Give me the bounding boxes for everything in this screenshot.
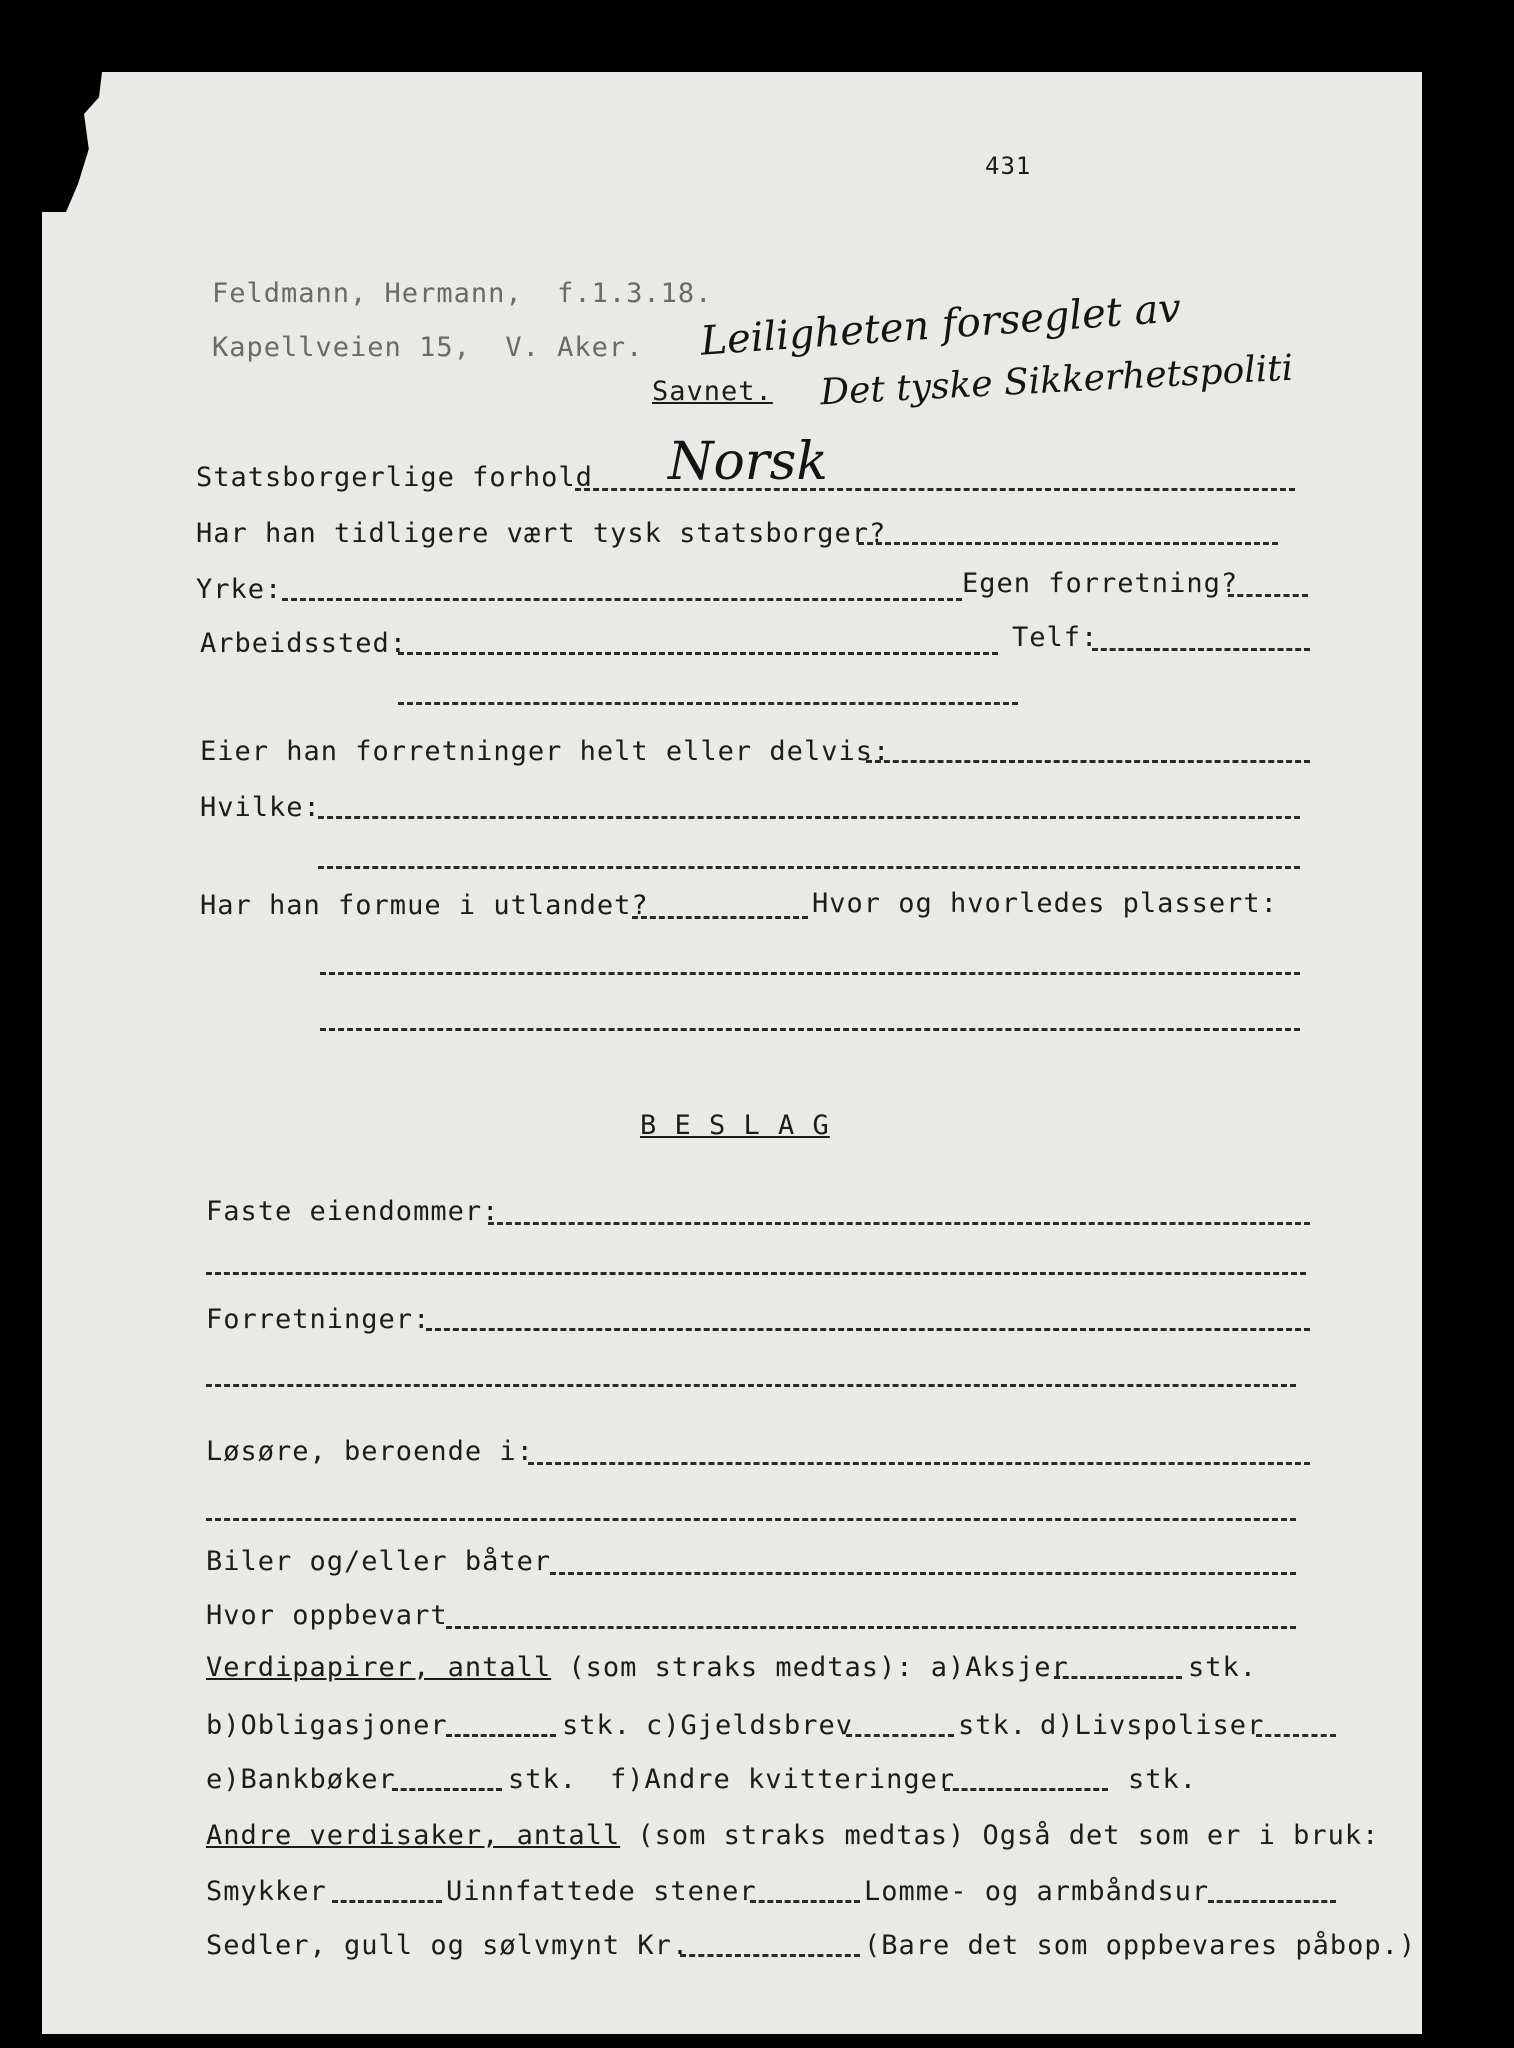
stk-bankboker: stk. [508,1764,578,1795]
stk-aksjer: stk. [1188,1652,1258,1683]
blank-bankboker [392,1788,502,1791]
label-aksjer: (som straks medtas): a)Aksjer [551,1652,1069,1683]
blank-faste-2 [206,1272,1306,1275]
blank-biler [550,1572,1296,1575]
label-eier: Eier han forretninger helt eller delvis: [200,736,891,767]
label-biler: Biler og/eller båter [206,1546,552,1577]
blank-losore [528,1462,1310,1465]
label-smykker: Smykker [206,1876,327,1907]
blank-uinnfattede [750,1900,860,1903]
blank-aksjer [1054,1676,1182,1679]
label-obligasjoner: b)Obligasjoner [206,1710,448,1741]
label-livspoliser: d)Livspoliser [1040,1710,1265,1741]
label-hvor-oppbevart: Hvor oppbevart [206,1600,448,1631]
blank-obligasjoner [446,1734,556,1737]
blank-livspoliser [1256,1734,1336,1737]
handwritten-note-2: Det tyske Sikkerhetspoliti [819,347,1295,414]
address-line: Kapellveien 15, V. Aker. [212,332,644,363]
label-gjeldsbrev: c)Gjeldsbrev [646,1710,854,1741]
blank-arbeid-2 [398,702,1018,705]
blank-hvilke [318,816,1300,819]
label-arbeid: Arbeidssted: [200,628,408,659]
blank-telf [1092,648,1310,651]
blank-hvor-oppbevart [446,1626,1296,1629]
stk-obligasjoner: stk. [562,1710,632,1741]
label-lomme: Lomme- og armbåndsur [864,1876,1210,1907]
blank-losore-2 [206,1518,1296,1521]
blank-lomme [1208,1900,1336,1903]
blank-statsborger [575,488,1295,491]
label-hvor: Hvor og hvorledes plassert: [812,888,1278,919]
label-faste: Faste eiendommer: [206,1196,500,1227]
verdipapirer-row [206,1652,1069,1683]
label-ogsa: (som straks medtas) Også det som er i bruk: [620,1820,1380,1851]
stk-andre-kvitteringer: stk. [1128,1764,1198,1795]
blank-hvilke-2 [318,866,1300,869]
andre-verdisaker-row [206,1820,1379,1851]
label-uinnfattede: Uinnfattede stener [446,1876,757,1907]
status-savnet: Savnet. [652,376,773,407]
blank-yrke [282,598,962,601]
blank-formue [632,916,808,919]
name-line: Feldmann, Hermann, f.1.3.18. [212,278,713,309]
blank-egen [1228,594,1308,597]
label-forretninger: Forretninger: [206,1304,431,1335]
blank-andre-kvitteringer [944,1788,1108,1791]
label-telf: Telf: [1012,622,1099,653]
label-andre-verdisaker: Andre verdisaker, antall [206,1820,621,1851]
label-bankboker: e)Bankbøker [206,1764,396,1795]
label-tysk: Har han tidligere vært tysk statsborger? [196,518,887,549]
label-formue: Har han formue i utlandet? [200,890,649,921]
blank-smykker [332,1900,442,1903]
blank-hvor-1 [320,972,1300,975]
label-bare: (Bare det som oppbevares påbop.) [864,1930,1417,1961]
handwritten-citizenship: Norsk [668,432,828,492]
blank-sedler [680,1954,860,1957]
blank-arbeid [398,652,998,655]
blank-hvor-2 [320,1028,1300,1031]
label-yrke: Yrke: [196,574,283,605]
label-sedler: Sedler, gull og sølvmynt Kr. [206,1930,690,1961]
blank-gjeldsbrev [846,1734,954,1737]
blank-forretninger [426,1328,1310,1331]
blank-forretninger-2 [206,1384,1296,1387]
blank-eier [866,760,1310,763]
page-number: 431 [985,152,1032,180]
label-verdipapirer: Verdipapirer, antall [206,1652,552,1683]
blank-faste [488,1222,1310,1225]
label-hvilke: Hvilke: [200,792,321,823]
beslag-title: B E S L A G [640,1110,830,1141]
label-losore: Løsøre, beroende i: [206,1436,534,1467]
handwritten-note-1: Leiligheten forseglet av [698,285,1183,365]
label-egen: Egen forretning? [962,568,1239,599]
blank-tysk [858,542,1278,545]
stk-gjeldsbrev: stk. [958,1710,1028,1741]
label-andre-kvitteringer: f)Andre kvitteringer [610,1764,956,1795]
label-statsborger: Statsborgerlige forhold [196,462,593,493]
